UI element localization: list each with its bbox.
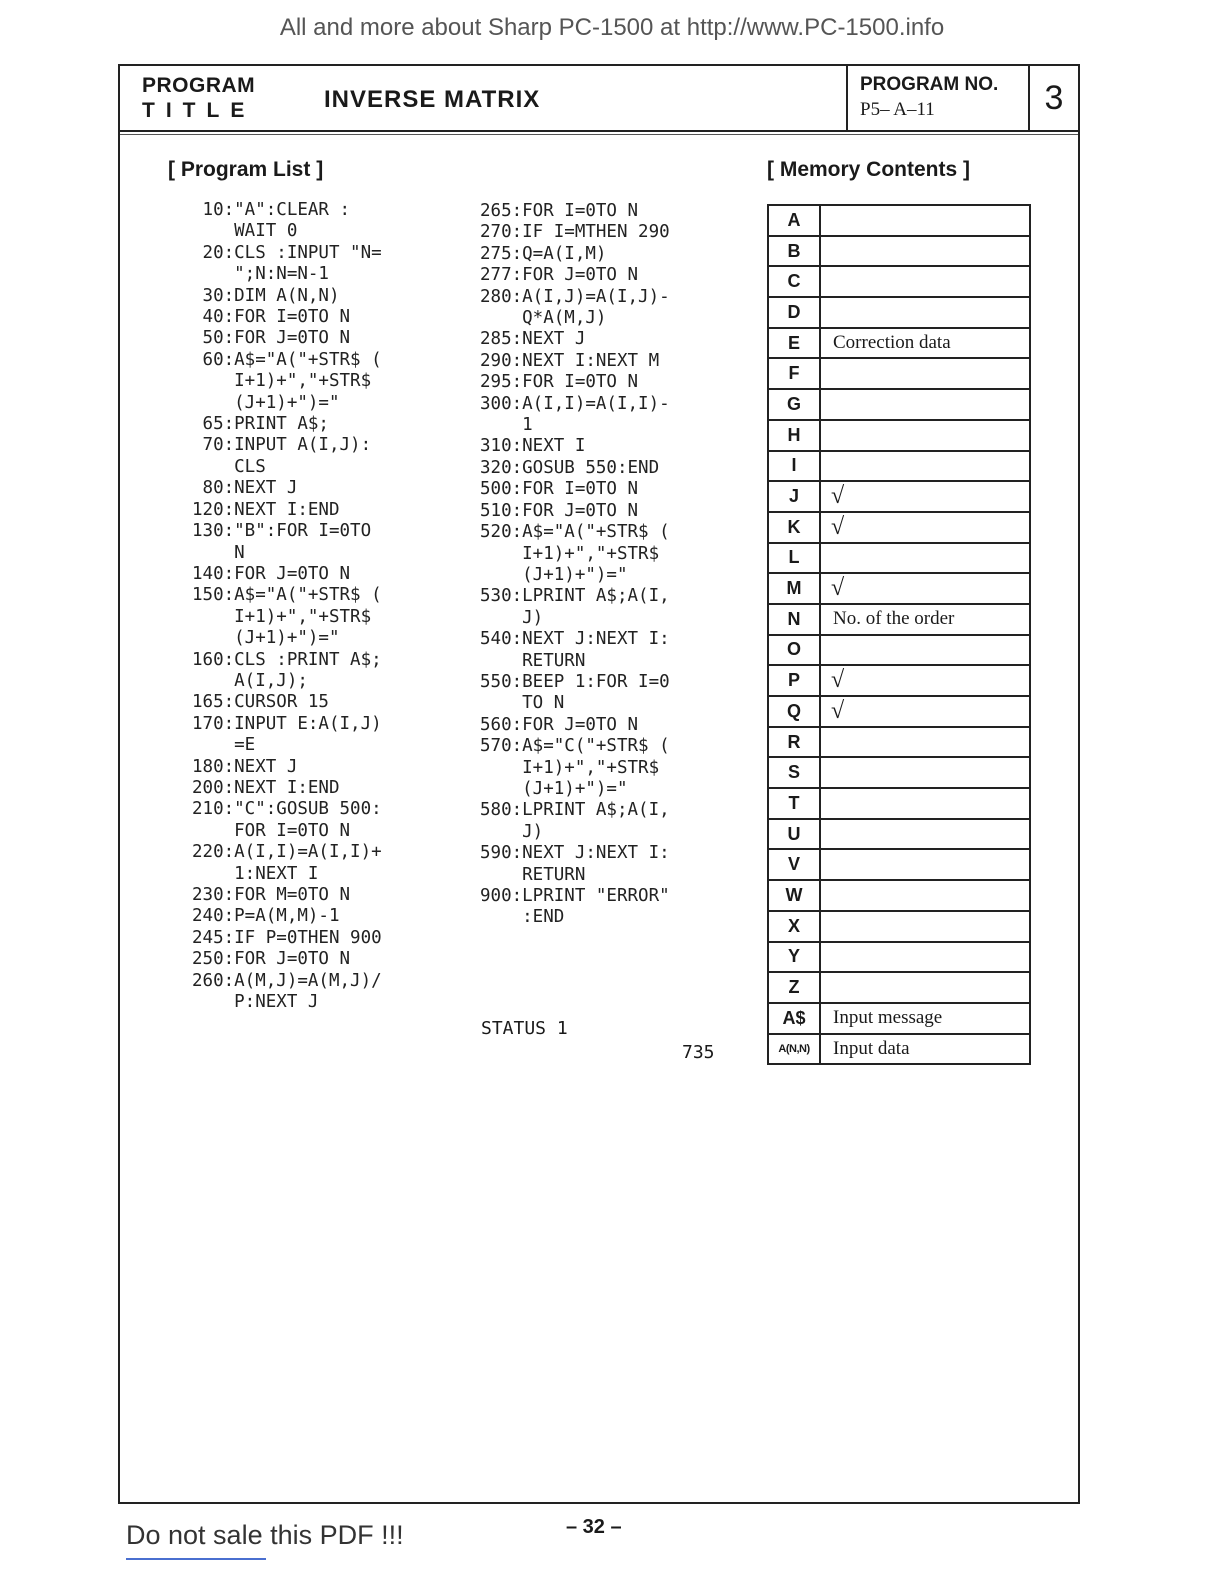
memory-row [768,481,1030,512]
memory-variable: U [768,819,820,850]
code-line: RETURN [480,650,586,671]
status-value: 735 [682,1042,715,1063]
memory-row [768,266,1030,297]
code-line: 65:PRINT A$; [192,414,329,435]
code-line: A(I,J); [192,670,308,691]
code-line: 140:FOR J=0TO N [192,563,351,584]
code-line: 277:FOR J=0TO N [480,265,639,286]
code-line: 590:NEXT J:NEXT I: [480,843,670,864]
memory-variable: I [768,451,820,482]
memory-content [820,635,1030,666]
code-line: 80:NEXT J [192,478,298,499]
header-divider [120,134,1078,135]
code-line: 210:"C":GOSUB 500: [192,799,382,820]
code-line: 130:"B":FOR I=0TO [192,521,372,542]
code-line: J) [480,821,544,842]
code-line: 30:DIM A(N,N) [192,285,340,306]
memory-content: Input message [820,1003,1030,1034]
code-line: (J+1)+")=" [192,628,340,649]
code-line: 580:LPRINT A$;A(I, [480,800,670,821]
memory-content: Input data [820,1034,1030,1065]
code-line: 200:NEXT I:END [192,777,340,798]
memory-content [820,788,1030,819]
code-line: WAIT 0 [192,221,298,242]
memory-variable: V [768,849,820,880]
memory-variable: W [768,880,820,911]
code-line: I+1)+","+STR$ [192,606,372,627]
memory-content [820,849,1030,880]
code-line: 70:INPUT A(I,J): [192,435,372,456]
memory-content [820,543,1030,574]
memory-row [768,972,1030,1003]
memory-content [820,451,1030,482]
code-line: 300:A(I,I)=A(I,I)- [480,393,670,414]
memory-variable: X [768,911,820,942]
memory-row [768,635,1030,666]
code-line: N [192,542,245,563]
code-line: TO N [480,693,565,714]
code-line: 180:NEXT J [192,756,298,777]
memory-row [768,573,1030,604]
code-line: 320:GOSUB 550:END [480,457,660,478]
memory-content: No. of the order [820,604,1030,635]
code-line: 250:FOR J=0TO N [192,949,351,970]
memory-row [768,849,1030,880]
footer-underline [126,1558,266,1560]
code-line: 40:FOR I=0TO N [192,307,351,328]
memory-row [768,328,1030,359]
site-banner: All and more about Sharp PC-1500 at http://www.PC-1500.info [279,14,945,41]
memory-row [768,297,1030,328]
memory-content [820,389,1030,420]
memory-content [820,942,1030,973]
memory-row [768,819,1030,850]
memory-contents-heading: [ Memory Contents ] [767,158,971,181]
footer-page-number: – 32 – [566,1516,622,1538]
memory-row [768,942,1030,973]
memory-row [768,757,1030,788]
code-line: 290:NEXT I:NEXT M [480,350,660,371]
status-label: STATUS 1 [481,1018,568,1039]
memory-row [768,358,1030,389]
memory-variable: N [768,604,820,635]
memory-variable: B [768,236,820,267]
code-line: 550:BEEP 1:FOR I=0 [480,671,670,692]
memory-variable: M [768,573,820,604]
memory-row [768,604,1030,635]
memory-variable: Y [768,942,820,973]
program-listing-column-1 [192,200,382,1013]
memory-row [768,788,1030,819]
program-list-heading: [ Program List ] [168,158,324,181]
memory-content [820,358,1030,389]
memory-variable: C [768,266,820,297]
memory-variable: R [768,727,820,758]
code-line: P:NEXT J [192,992,319,1013]
code-line: CLS [192,456,266,477]
code-line: 50:FOR J=0TO N [192,328,351,349]
code-line: 170:INPUT E:A(I,J) [192,713,382,734]
memory-content: Correction data [820,328,1030,359]
code-line: 1:NEXT I [192,863,319,884]
program-number-label: PROGRAM NO. [860,74,999,95]
memory-row [768,420,1030,451]
code-line: I+1)+","+STR$ [480,757,660,778]
memory-row [768,1034,1030,1065]
code-line: 510:FOR J=0TO N [480,500,639,521]
memory-content [820,420,1030,451]
memory-variable: Q [768,696,820,727]
code-line: RETURN [480,864,586,885]
code-line: 540:NEXT J:NEXT I: [480,629,670,650]
memory-row [768,236,1030,267]
program-number: P5– A–11 [860,99,935,120]
memory-variable: H [768,420,820,451]
code-line: (J+1)+")=" [480,778,628,799]
memory-variable: T [768,788,820,819]
code-line: 570:A$="C("+STR$ ( [480,736,670,757]
memory-variable: F [768,358,820,389]
sheet-header [120,66,1078,132]
code-line: 160:CLS :PRINT A$; [192,649,382,670]
memory-variable: P [768,665,820,696]
code-line: I+1)+","+STR$ [192,371,372,392]
code-line: 530:LPRINT A$;A(I, [480,586,670,607]
memory-row [768,205,1030,236]
memory-content [820,911,1030,942]
memory-variable: A$ [768,1003,820,1034]
memory-content [820,972,1030,1003]
memory-variable: D [768,297,820,328]
program-label: PROGRAM [142,74,256,97]
memory-content: √ [820,696,1030,727]
memory-variable: Z [768,972,820,1003]
code-line: 10:"A":CLEAR : [192,200,351,220]
memory-content: √ [820,481,1030,512]
code-line: 260:A(M,J)=A(M,J)/ [192,970,382,991]
memory-content: √ [820,573,1030,604]
memory-variable: J [768,481,820,512]
memory-content: √ [820,512,1030,543]
memory-row [768,389,1030,420]
memory-row [768,1003,1030,1034]
code-line: 120:NEXT I:END [192,499,340,520]
code-line: 295:FOR I=0TO N [480,372,639,393]
memory-content [820,266,1030,297]
memory-content [820,880,1030,911]
code-line: I+1)+","+STR$ [480,543,660,564]
code-line: 270:IF I=MTHEN 290 [480,222,670,243]
code-line: :END [480,907,565,928]
memory-row [768,696,1030,727]
memory-content [820,236,1030,267]
code-line: Q*A(M,J) [480,308,607,329]
code-line: 220:A(I,I)=A(I,I)+ [192,842,382,863]
code-line: 900:LPRINT "ERROR" [480,886,670,906]
program-number-box [846,66,1030,130]
code-line: 240:P=A(M,M)-1 [192,906,340,927]
code-line: (J+1)+")=" [192,392,340,413]
code-line: 245:IF P=0THEN 900 [192,927,382,948]
code-line: 150:A$="A("+STR$ ( [192,585,382,606]
code-line: 165:CURSOR 15 [192,692,329,713]
program-listing-column-2 [480,201,670,929]
memory-row [768,512,1030,543]
code-line: 275:Q=A(I,M) [480,243,607,264]
memory-variable: O [768,635,820,666]
code-line: 60:A$="A("+STR$ ( [192,349,382,370]
memory-content [820,727,1030,758]
memory-variable: A(N,N) [768,1034,820,1065]
title-label: TITLE [142,99,256,122]
code-line: (J+1)+")=" [480,564,628,585]
code-line: 1 [480,415,533,436]
memory-content [820,819,1030,850]
code-line: 20:CLS :INPUT "N= [192,242,382,263]
memory-variable: E [768,328,820,359]
code-line: FOR I=0TO N [192,820,351,841]
memory-variable: S [768,757,820,788]
memory-row [768,727,1030,758]
code-line: =E [192,735,256,756]
code-line: 265:FOR I=0TO N [480,201,639,221]
memory-row [768,451,1030,482]
memory-variable: G [768,389,820,420]
memory-content [820,757,1030,788]
memory-variable: A [768,205,820,236]
code-line: 280:A(I,J)=A(I,J)- [480,286,670,307]
code-line: 310:NEXT I [480,436,586,457]
memory-row [768,543,1030,574]
code-line: 560:FOR J=0TO N [480,714,639,735]
memory-content: √ [820,665,1030,696]
code-line: ";N:N=N-1 [192,264,329,285]
code-line: 520:A$="A("+STR$ ( [480,522,670,543]
footer-note: Do not sale this PDF !!! [126,1520,404,1550]
memory-content [820,205,1030,236]
memory-variable: L [768,543,820,574]
code-line: 230:FOR M=0TO N [192,885,351,905]
memory-row [768,880,1030,911]
memory-content [820,297,1030,328]
code-line: 285:NEXT J [480,329,586,350]
memory-variable: K [768,512,820,543]
memory-row [768,911,1030,942]
sheet-page-number: 3 [1044,79,1064,117]
code-line: 500:FOR I=0TO N [480,479,639,500]
memory-row [768,665,1030,696]
memory-contents-table [767,204,1031,1065]
code-line: J) [480,607,544,628]
program-title: INVERSE MATRIX [324,86,541,113]
